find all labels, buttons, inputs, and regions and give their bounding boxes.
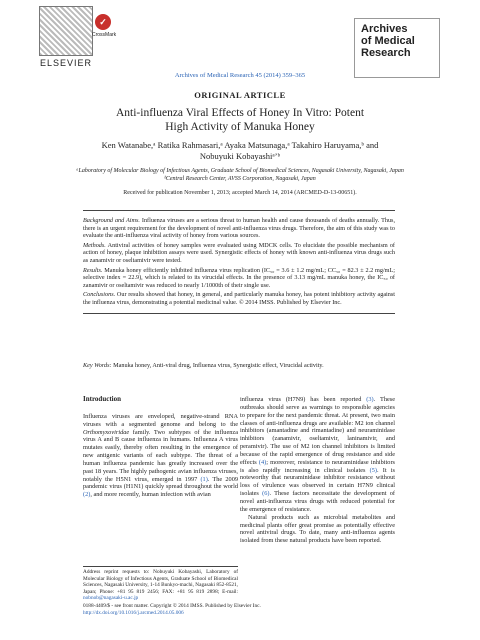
intro-text: family. Two subtypes of the influenza virus A and B cause influenza in humans. Influenza A virus mutates easily, thereby often resulting in the emergence of new antigenic variants of each subtype. The threat of a human influenza pandemic has greatly increased over the past 18 years. The highly pathogenic avian influenza viruses, notably the H5N1 virus, emerged in 1997 (83, 428, 238, 483)
doi-link[interactable]: http://dx.doi.org/10.1016/j.arcmed.2014.05.006 (83, 609, 184, 616)
abstract (83, 210, 395, 314)
affiliation-a: ᵃLaboratory of Molecular Biology of Infectious Agents, Graduate School of Biomedical Sciences, Nagasaki University, Nagasaki, Japan (76, 168, 404, 174)
intro-text: , and more recently, human infection with avian (90, 491, 211, 499)
body-column-right (240, 396, 395, 545)
keywords-label: Key Words: (83, 362, 112, 369)
intro-paragraph-2: Natural products such as microbial metabolites and medicinal plants offer great promise as potentially effective novel antiviral drugs. To date, many anti-influenza agents isolated from these natural products have been reported. (240, 513, 395, 545)
footnote-text: Address reprint requests to: Nobuyuki Kobayashi, Laboratory of Molecular Biology of Infectious Agents, Graduate School of Biomedical Sciences, Nagasaki University, 1-14 Bunkyo-machi, Nagasaki 852-8521, Japan; Phone: +81 95 819 2456; FAX: +81 95 819 2898; E-mail: (83, 569, 238, 595)
crossmark-label: CrossMark (92, 32, 117, 38)
body-column-left (83, 396, 238, 499)
abstract-background-text: Influenza viruses are a serious threat to human health and cause thousands of deaths annually. Thus, there is an urgent requirement for the development of novel anti-influenza virus drugs. Therefore, the aim of this study was to evaluate the anti-influenza viral activity of honey from various sources. (83, 217, 395, 240)
elsevier-tree-icon (39, 6, 93, 56)
email-link[interactable]: nobnob@nagasaki-u.ac.jp (83, 595, 139, 602)
article-title (60, 106, 420, 134)
publisher-name: ELSEVIER (39, 58, 93, 68)
crossmark-badge[interactable] (92, 14, 117, 44)
reference-link-3[interactable]: (3) (366, 396, 374, 403)
authors-line-1: Ken Watanabe,ᵃ Ratika Rahmasari,ᵃ Ayaka Matsunaga,ᵃ Takahiro Haruyama,ᵇ and (101, 140, 379, 150)
intro-text: Influenza viruses are enveloped, negative-strand RNA viruses with a segmented genome and belong to the (83, 412, 238, 428)
intro-text: . These factors necessitate the development of novel anti-influenza virus drugs with reduced potential for the emergence of resistance. (240, 490, 395, 513)
abstract-results-text: Manuka honey efficiently inhibited influenza virus replication (IC₅₀ = 3.6 ± 1.2 mg/mL; CC₅₀ = 82.3 ± 2.2 mg/mL; selective index = 22.9), which is related to its virucidal effects. In the presence of 3.13 mg/mL manuka honey, the IC₅₀ of zanamivir or oseltamivir was reduced to nearly 1/1000th of their single use. (83, 266, 395, 289)
journal-name-line3: Research (361, 47, 411, 59)
journal-name-line1: Archives (361, 23, 408, 35)
abstract-conclusions (83, 291, 395, 306)
abstract-background-label: Background and Aims. (83, 217, 140, 224)
elsevier-logo (38, 6, 94, 74)
intro-text: ; moreover, resistance to neuraminidase inhibitors is also rapidly increasing in clinical isolates (240, 458, 395, 474)
intro-text: . It is noteworthy that neuraminidase inhibitor resistance without loss of virulence was observed in certain H7N9 clinical isolates (240, 466, 395, 498)
abstract-methods-label: Methods. (83, 241, 106, 249)
received-dates: Received for publication November 1, 2013; accepted March 14, 2014 (ARCMED-D-13-00651). (123, 190, 357, 196)
reference-link-6[interactable]: (6) (262, 490, 270, 498)
affiliation-b: ᵇCentral Research Center, AVSS Corporation, Nagasaki, Japan (164, 176, 316, 182)
reference-link-4[interactable]: (4) (258, 458, 267, 466)
abstract-methods (83, 242, 395, 265)
abstract-methods-text: Antiviral activities of honey samples were evaluated using MDCK cells. To elucidate the possible mechanism of action of honey, plaque inhibition assays were used. Synergistic effects of honey with known anti-influenza virus drugs such as zanamivir or oseltamivir were tested. (83, 241, 395, 264)
intro-paragraph-1 (83, 413, 238, 499)
crossmark-icon: ✓ (95, 14, 111, 30)
abstract-results (83, 267, 395, 290)
intro-text: . The 2009 pandemic virus (H1N1) quickly spread throughout the world (83, 475, 238, 491)
intro-text: . These outbreaks should serve as warnings to responsible agencies to prepare for the next pandemic threat. At present, two main classes of anti-influenza drugs are available: M2 ion channel inhibitors (amantadine and rimantadine) and neuraminidase inhibitors (zanamivir, oseltamivir, laninamivir, and peramivir). The use of M2 ion channel inhibitors is limited because of the rapid emergence of drug resistance and side effects (240, 396, 396, 466)
reference-link-5[interactable]: (5) (369, 466, 377, 474)
reference-link-1[interactable]: (1) (200, 475, 208, 483)
authors-line-2: Nobuyuki Kobayashiᵃʼᵇ (199, 151, 281, 161)
affiliations (40, 167, 440, 183)
keywords-text: Manuka honey, Anti-viral drug, Influenza virus, Synergistic effect, Virucidal activity. (111, 362, 324, 369)
section-heading-introduction: Introduction (83, 395, 121, 403)
reference-link-2[interactable]: (2) (83, 491, 91, 499)
section-type: ORIGINAL ARTICLE (194, 90, 286, 100)
journal-logo-box (354, 18, 440, 78)
title-line-2: High Activity of Manuka Honey (165, 121, 315, 133)
keywords (83, 362, 395, 369)
author-list (60, 140, 420, 162)
intro-text: influenza virus (H7N9) has been reported (240, 396, 367, 403)
copyright-block (83, 603, 403, 616)
abstract-results-label: Results. (83, 266, 103, 274)
journal-name-line2: of Medical (361, 35, 415, 47)
taxon-name: Orthomyxoviridae (83, 428, 130, 436)
abstract-conclusions-text: Our results showed that honey, in general, and particularly manuka honey, has potent inhibitory activity against the influenza virus, demonstrating a potential medicinal value. © 2014 IMSS. Published by Elsevier Inc. (83, 291, 395, 306)
corresponding-author-footnote (83, 566, 238, 602)
abstract-background (83, 217, 395, 240)
journal-citation[interactable]: Archives of Medical Research 45 (2014) 359–365 (174, 72, 306, 79)
intro-paragraph-1-cont (240, 396, 395, 514)
copyright-line: 0188-4409/$ - see front matter. Copyright © 2014 IMSS. Published by Elsevier Inc. (83, 603, 261, 609)
abstract-conclusions-label: Conclusions. (83, 291, 116, 299)
title-line-1: Anti-influenza Viral Effects of Honey In Vitro: Potent (115, 107, 365, 119)
